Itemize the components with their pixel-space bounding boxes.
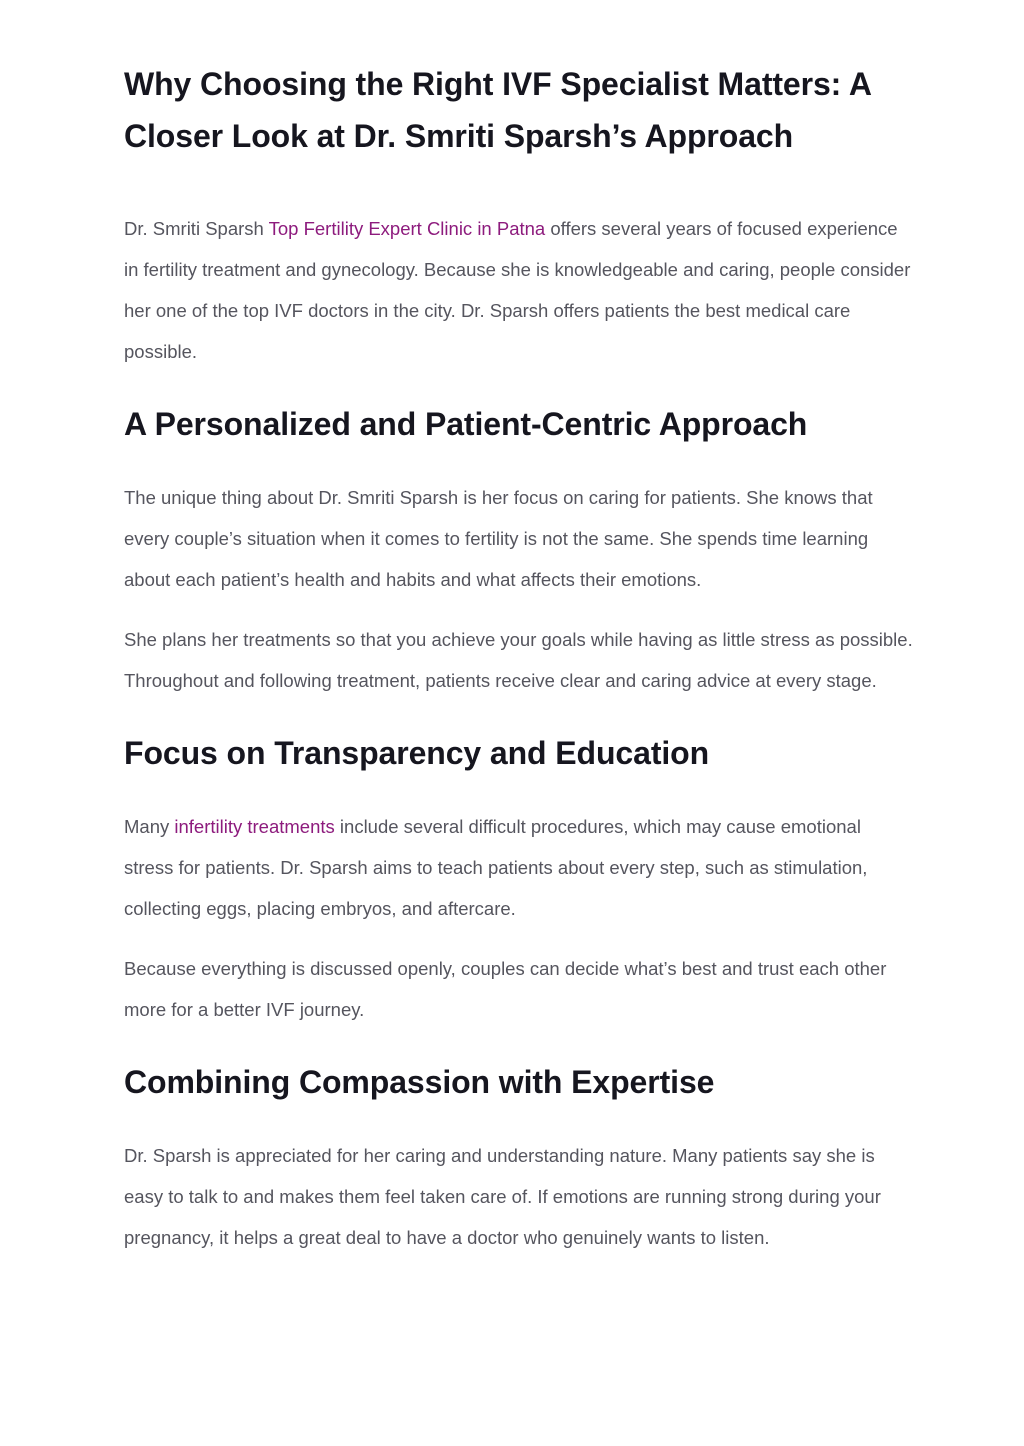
intro-paragraph xyxy=(124,208,914,372)
page-title: Why Choosing the Right IVF Specialist Matters: A Closer Look at Dr. Smriti Sparsh’s Approach xyxy=(124,66,871,154)
paragraph-text-after: include several difficult procedures, which may cause emotional stress for patients. Dr. Sparsh aims to teach patients about every step, such as stimulation, collecting eggs, placing embryos, and aftercare. xyxy=(124,816,868,919)
infertility-treatments-link[interactable]: infertility treatments xyxy=(174,816,335,837)
section-paragraph: Because everything is discussed openly, couples can decide what’s best and trust each other more for a better IVF journey. xyxy=(124,958,887,1020)
section-paragraph: She plans her treatments so that you achieve your goals while having as little stress as possible. Throughout and following treatment, patients receive clear and caring advice at every stage. xyxy=(124,629,913,691)
section-paragraph: The unique thing about Dr. Smriti Sparsh is her focus on caring for patients. She knows that every couple’s situation when it comes to fertility is not the same. She spends time learning about each patient’s health and habits and what affects their emotions. xyxy=(124,487,873,590)
section-paragraph: Dr. Sparsh is appreciated for her caring and understanding nature. Many patients say she is easy to talk to and makes them feel taken care of. If emotions are running strong during your pregnancy, it helps a great deal to have a doctor who genuinely wants to listen. xyxy=(124,1145,881,1248)
section-paragraph xyxy=(124,806,914,929)
article xyxy=(124,58,914,1277)
intro-text-after: offers several years of focused experience in fertility treatment and gynecology. Because she is knowledgeable and caring, people consider her one of the top IVF doctors in the city. Dr. Sparsh offers patients the best medical care possible. xyxy=(124,218,911,362)
intro-text-before: Dr. Smriti Sparsh xyxy=(124,218,269,239)
section-heading-compassion-expertise: Combining Compassion with Expertise xyxy=(124,1064,715,1100)
fertility-clinic-link[interactable]: Top Fertility Expert Clinic in Patna xyxy=(268,218,546,239)
section-heading-transparency-education: Focus on Transparency and Education xyxy=(124,735,710,771)
paragraph-text-before: Many xyxy=(124,816,175,837)
section-heading-personalized-approach: A Personalized and Patient-Centric Approach xyxy=(124,406,808,442)
